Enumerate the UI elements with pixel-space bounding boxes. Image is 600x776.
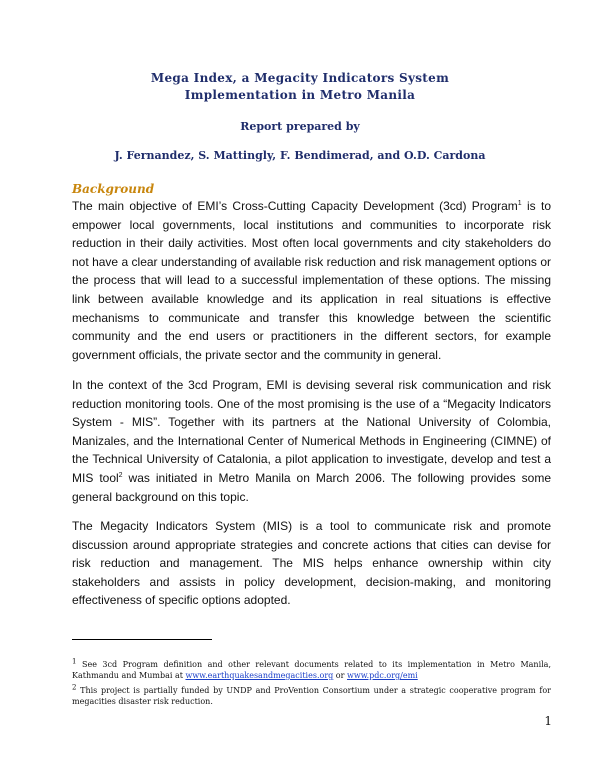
footnote-2 [72,685,551,707]
section-heading-background: Background [72,182,155,196]
authors-line: J. Fernandez, S. Mattingly, F. Bendimerad, and O.D. Cardona [114,149,486,162]
paragraph-1 [72,197,551,364]
paragraph-1-text-a: The main objective of EMI’s Cross-Cutting Capacity Development (3cd) Program [72,199,518,213]
paragraph-2 [72,376,551,506]
footnote-2-number: 2 [72,683,77,692]
paragraph-2-text-b: was initiated in Metro Manila on March 2006. The following provides some general background on this topic. [72,470,551,504]
earthquakes-megacities-link[interactable]: www.earthquakesandmegacities.org [185,671,334,680]
paragraph-1-text-b: is to empower local governments, local institutions and communities to incorporate risk reduction in their daily activities. Most often local governments and city stakeholders do not have a clear understanding of available risk reduction and risk management options or the process that will lead to a successful implementation of these options. The missing link between available knowledge and its application in real situations is effective mechanisms to communicate and transfer this knowledge between the scientific community and the end users or practitioners in the different sectors, for example government officials, the private sector and the community in general. [72,199,551,362]
page-number: 1 [544,714,552,728]
footnote-1-or: or [333,671,347,680]
title-line-2: Implementation in Metro Manila [184,88,416,102]
paragraph-3: The Megacity Indicators System (MIS) is a tool to communicate risk and promote discussion around appropriate strategies and concrete actions that cities can devise for risk reduction and management. The MIS helps enhance ownership within city stakeholders and assists in policy development, decision-making, and monitoring effectiveness of specific options adopted. [72,519,551,608]
footnote-ref-1[interactable]: 1 [517,200,522,207]
prepared-by-label: Report prepared by [240,120,360,133]
footnote-1-text: See 3cd Program definition and other relevant documents related to its implementation in Metro Manila, Kathmandu and Mumbai at [72,660,551,680]
footnote-1 [72,659,551,681]
footnote-2-text: This project is partially funded by UNDP and ProVention Consortium under a strategic cooperative program for megacities disaster risk reduction. [72,686,551,706]
title-line-1: Mega Index, a Megacity Indicators System [150,71,450,85]
footnote-separator [72,639,212,640]
paragraph-2-text-a: In the context of the 3cd Program, EMI is devising several risk communication and risk reduction monitoring tools. One of the most promising is the use of a “Megacity Indicators System - MIS”. Together with its partners at the National University of Colombia, Manizales, and the International Center of Numerical Methods in Engineering (CIMNE) of the Technical University of Catalonia, a pilot application to investigate, develop and test a MIS tool [72,378,551,485]
footnote-1-number: 1 [72,657,77,666]
footnote-ref-2[interactable]: 2 [118,471,123,479]
pdc-emi-link[interactable]: www.pdc.org/emi [347,671,418,680]
document-title [60,70,540,104]
